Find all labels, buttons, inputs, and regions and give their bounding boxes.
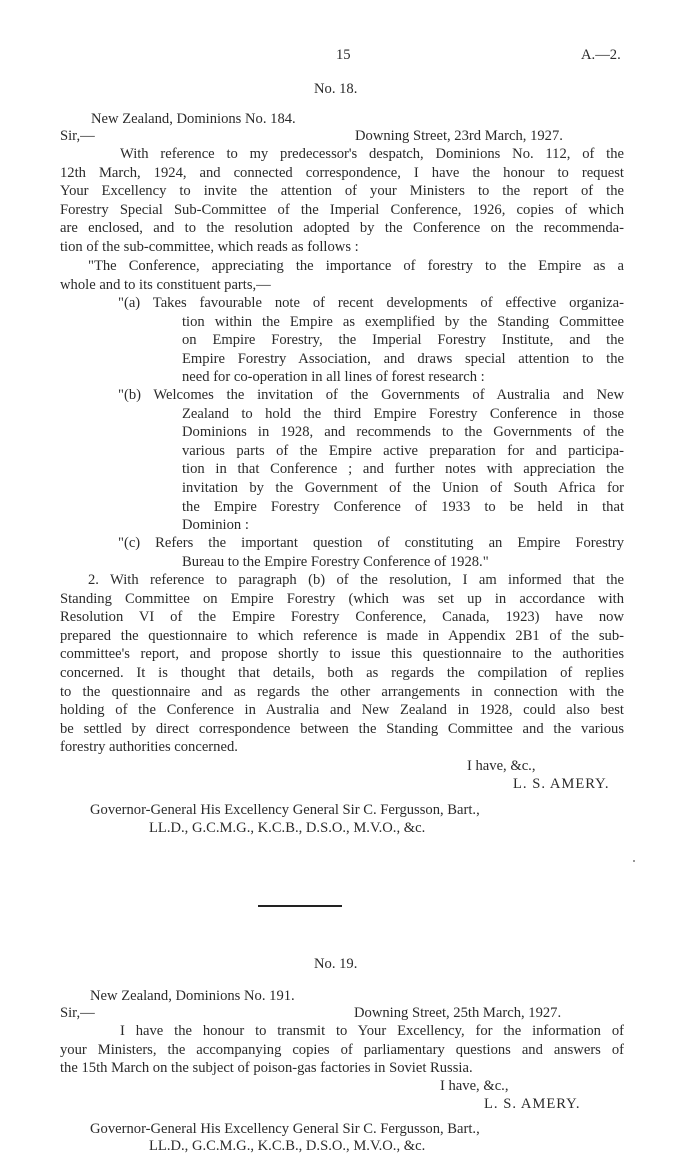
resolution-clause-c [118, 534, 624, 571]
text-line: concerned. It is thought that details, both as regards the compilation of replies [60, 664, 624, 681]
text-line: tion within the Empire as exemplified by the Standing Committee [182, 313, 624, 330]
text-line: prepared the questionnaire to which reference is made in Appendix 2B1 of the sub- [60, 627, 624, 644]
series-reference: A.—2. [581, 47, 621, 63]
text-line: whole and to its constituent parts,— [60, 276, 271, 293]
resolution-clause-a [118, 294, 624, 387]
text-line: are enclosed, and to the resolution adopted by the Conference on the recommenda- [60, 220, 624, 237]
addressee-line-2: LL.D., G.C.M.G., K.C.B., D.S.O., M.V.O., &c. [149, 1138, 426, 1154]
text-line: need for co-operation in all lines of forest research : [182, 369, 485, 386]
text-line: Your Excellency to invite the attention of your Ministers to the report of the [60, 183, 624, 200]
text-line: I have the honour to transmit to Your Excellency, for the information of [120, 1023, 624, 1039]
salutation: Sir,— [60, 128, 95, 144]
text-line: Zealand to hold the third Empire Forestry Conference in those [182, 405, 624, 422]
paragraph-1 [60, 145, 624, 257]
salutation: Sir,— [60, 1005, 95, 1021]
text-line: "(b) Welcomes the invitation of the Governments of Australia and New [118, 387, 624, 403]
text-line: Forestry Special Sub-Committee of the Imperial Conference, 1926, copies of which [60, 201, 624, 218]
text-line: to the questionnaire and as regards the other arrangements in connection with the [60, 683, 624, 700]
text-line: various parts of the Empire active preparation for and participa- [182, 442, 624, 459]
text-line: be settled by direct correspondence between the Standing Committee and the various [60, 720, 624, 737]
despatch-number-19: No. 19. [314, 956, 358, 972]
text-line: tion in that Conference ; and further notes with appreciation the [182, 461, 624, 478]
addressee-line-1: Governor-General His Excellency General Sir C. Fergusson, Bart., [90, 1121, 480, 1137]
addressee-line-2: LL.D., G.C.M.G., K.C.B., D.S.O., M.V.O., &c. [149, 820, 426, 836]
closing: I have, &c., [467, 758, 536, 774]
addressee-line-1: Governor-General His Excellency General Sir C. Fergusson, Bart., [90, 802, 480, 818]
despatch-number-18: No. 18. [314, 81, 358, 97]
text-line: With reference to my predecessor's despatch, Dominions No. 112, of the [120, 146, 624, 162]
text-line: invitation by the Government of the Union of South Africa for [182, 479, 624, 496]
speck [633, 860, 635, 862]
text-line: "The Conference, appreciating the importance of forestry to the Empire as a [88, 258, 624, 274]
text-line: the Empire Forestry Conference of 1933 to be held in that [182, 498, 624, 515]
text-line: tion of the sub-committee, which reads as follows : [60, 238, 359, 255]
address-date: Downing Street, 25th March, 1927. [354, 1005, 562, 1021]
page-number: 15 [336, 47, 351, 63]
text-line: Resolution VI of the Empire Forestry Conference, Canada, 1923) have now [60, 609, 624, 626]
text-line: committee's report, and propose shortly to issue this questionnaire to the authorities [60, 646, 624, 663]
text-line: Dominion : [182, 517, 249, 534]
paragraph-1 [60, 1022, 624, 1078]
paragraph-2 [60, 571, 624, 757]
signature: L. S. AMERY. [513, 776, 610, 792]
text-line: forestry authorities concerned. [60, 739, 238, 756]
closing: I have, &c., [440, 1078, 509, 1094]
text-line: "(c) Refers the important question of constituting an Empire Forestry [118, 535, 624, 551]
text-line: 12th March, 1924, and connected correspondence, I have the honour to request [60, 164, 624, 181]
text-line: Standing Committee on Empire Forestry (which was set up in accordance with [60, 590, 624, 607]
despatch-reference: New Zealand, Dominions No. 191. [90, 988, 295, 1004]
text-line: Bureau to the Empire Forestry Conference of 1928." [182, 553, 489, 570]
text-line: on Empire Forestry, the Imperial Forestry Institute, and the [182, 332, 624, 349]
resolution-intro [60, 257, 624, 294]
signature: L. S. AMERY. [484, 1096, 581, 1112]
text-line: your Ministers, the accompanying copies of parliamentary questions and answers of [60, 1041, 624, 1058]
text-line: holding of the Conference in Australia and New Zealand in 1928, could also best [60, 702, 624, 719]
section-divider [258, 905, 342, 907]
text-line: "(a) Takes favourable note of recent developments of effective organiza- [118, 295, 624, 311]
address-date: Downing Street, 23rd March, 1927. [355, 128, 563, 144]
text-line: 2. With reference to paragraph (b) of the resolution, I am informed that the [88, 572, 624, 588]
resolution-clause-b [118, 386, 624, 535]
text-line: Empire Forestry Association, and draws special attention to the [182, 350, 624, 367]
despatch-reference: New Zealand, Dominions No. 184. [91, 111, 296, 127]
text-line: Dominions in 1928, and recommends to the Governments of the [182, 424, 624, 441]
text-line: the 15th March on the subject of poison-gas factories in Soviet Russia. [60, 1060, 473, 1077]
